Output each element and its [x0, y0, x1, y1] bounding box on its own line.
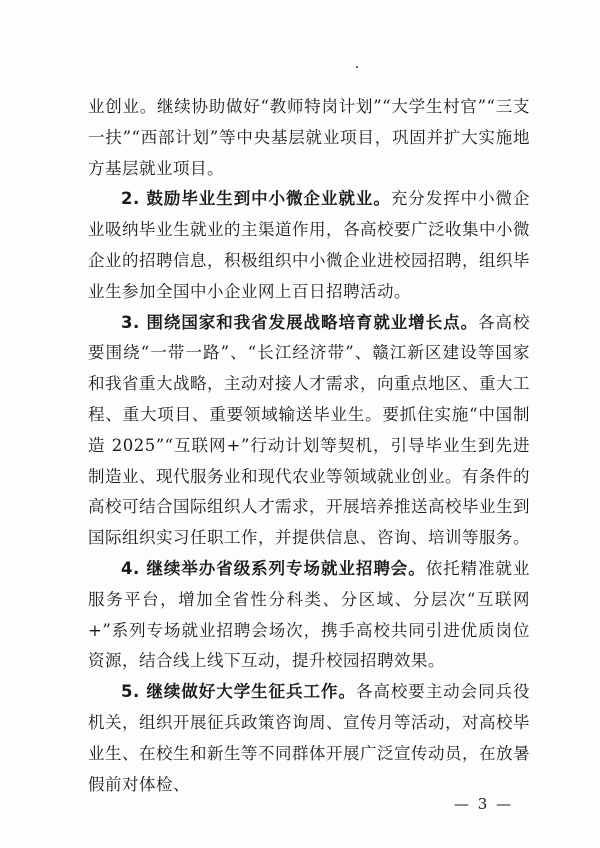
paragraph-5-text: 各高校要主动会同兵役机关，组织开展征兵政策咨询周、宣传月等活动，对高校毕业生、在校生和新生等不同群体开展广泛宣传动员，在放暑假前对体检、 — [88, 682, 530, 794]
paragraph-5 — [88, 677, 530, 800]
page-number: — 3 — — [454, 795, 514, 813]
paragraph-3 — [88, 308, 530, 554]
paragraph-3-text: 各高校要围绕“一带一路”、“长江经济带”、赣江新区建设等国家和我省重大战略，主动对接人才需求，向重点地区、重大工程、重大项目、重要领域输送毕业生。要抓住实施“中国制造 2025”“互联网+”行动计划等契机，引导毕业生到先进制造业、现代服务业和现代农业等领域就业创业。有条件的高校可结合国际组织人才需求，开展培养推送高校毕业生到国际组织实习任职工作，并提供信息、咨询、培训等服务。 — [88, 312, 531, 548]
paragraph-2 — [88, 184, 530, 307]
paragraph-2-heading: 2. 鼓励毕业生到中小微企业就业。 — [121, 189, 391, 209]
document-body — [88, 92, 530, 800]
paragraph-4-text: 依托精准就业服务平台，增加全省性分科类、分区域、分层次“互联网+”系列专场就业招聘会场次，携手高校共同引进优质岗位资源，结合线上线下互动，提升校园招聘效果。 — [88, 558, 531, 671]
paragraph-3-heading: 3. 围绕国家和我省发展战略培育就业增长点。 — [121, 312, 479, 332]
paragraph-2-text: 充分发挥中小微企业吸纳毕业生就业的主渠道作用，各高校要广泛收集中小微企业的招聘信息，积极组织中小微企业进校园招聘，组织毕业生参加全国中小企业网上百日招聘活动。 — [88, 189, 530, 301]
paragraph-4 — [88, 554, 530, 677]
paragraph-1-text: 业创业。继续协助做好“教师特岗计划”“大学生村官”“三支一扶”“西部计划”等中央基层就业项目，巩固并扩大实施地方基层就业项目。 — [88, 97, 530, 178]
scan-dot — [356, 66, 358, 68]
paragraph-4-heading: 4. 继续举办省级系列专场就业招聘会。 — [121, 558, 426, 578]
paragraph-5-heading: 5. 继续做好大学生征兵工作。 — [121, 682, 356, 702]
paragraph-1 — [88, 92, 530, 184]
